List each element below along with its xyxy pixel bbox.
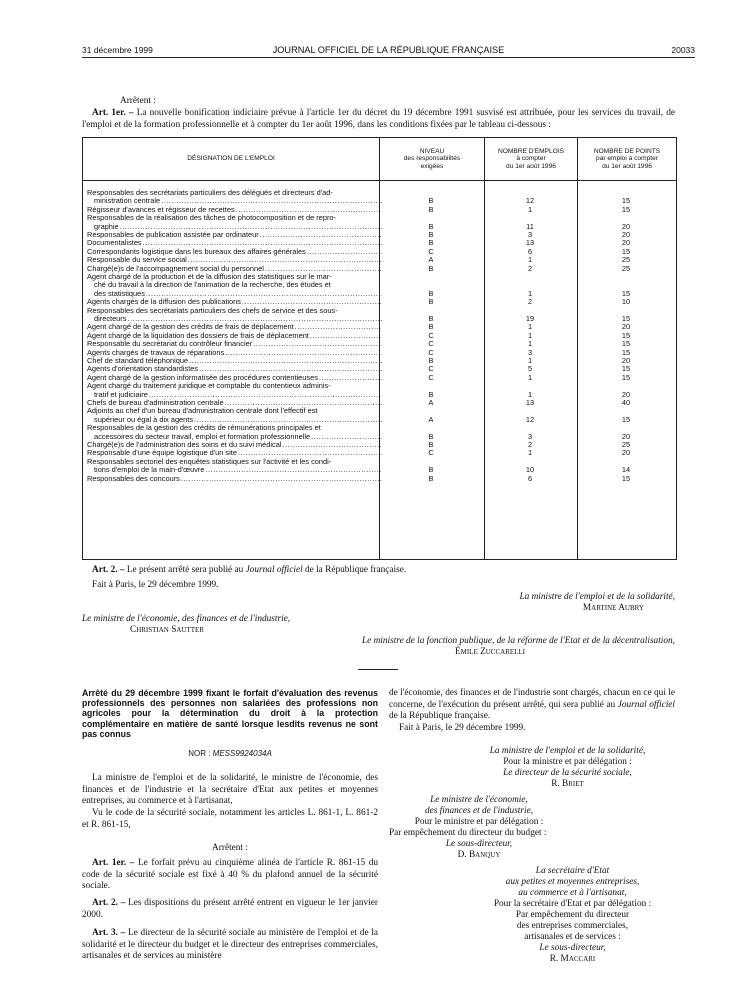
designation-text: Responsables des concours (87, 474, 180, 483)
nor-code: MESS9924034A (212, 749, 272, 758)
table-row (83, 323, 676, 331)
cell-nombre-points: 15 (621, 196, 631, 206)
vu-paragraph: Vu le code de la sécurité sociale, notamment les articles L. 861-1, L. 861-2 et R. 861-15, (82, 808, 378, 830)
header-journal-title: JOURNAL OFFICIEL DE LA RÉPUBLIQUE FRANÇAISE (272, 45, 505, 55)
table-row (83, 189, 676, 206)
cell-nombre-points: 14 (621, 465, 631, 475)
designation-line (87, 239, 382, 247)
cell-designation (87, 424, 382, 441)
designation-text: Responsable du service social (87, 256, 187, 265)
cell-nombre-points: 20 (621, 221, 631, 231)
designation-line (87, 248, 382, 256)
designation-line (87, 315, 382, 323)
leader-dots (194, 416, 382, 424)
sig-secretaire-etat-empechement-1: Par empêchement du directeur (515, 910, 630, 921)
cell-nombre-emplois: 3 (527, 230, 533, 239)
cell-nombre-points: 20 (621, 389, 631, 399)
fait-a-paris: Fait à Paris, le 29 décembre 1999. (92, 580, 219, 590)
cell-nombre-emplois: 1 (527, 330, 533, 340)
designation-line (87, 323, 382, 331)
cell-nombre-points: 40 (621, 398, 631, 407)
cell-nombre-points: 15 (621, 313, 631, 323)
cell-niveau: C (428, 448, 434, 458)
article-1-text: La nouvelle bonification indiciaire prévue à l'article 1er du décret du 19 décembre 1991 susvisé est attribuée, pour les services du travail, de l'emploi et de la formation professionnelle et à compter du 1er août 1996, dans les conditions fixées par le tableau ci-dessous : (82, 108, 675, 130)
cell-niveau: B (428, 238, 434, 248)
designation-line (87, 449, 382, 457)
cell-nombre-points: 15 (621, 288, 631, 298)
designation-text: Responsables sectoriel des enquêtes statistiques sur l'activité et les condi- (87, 457, 332, 466)
leader-dots (205, 466, 382, 474)
sig-secretaire-etat-delegation: Pour la secrétaire d'Etat et par délégation : (493, 899, 652, 910)
cell-designation (87, 239, 382, 247)
cell-nombre-points: 20 (621, 356, 631, 365)
leader-dots (295, 323, 382, 331)
table-row (83, 449, 676, 457)
cell-niveau: B (428, 389, 434, 399)
sig-ministre-emploi-title: La ministre de l'emploi et de la solidarité, (489, 746, 646, 757)
table-row (83, 206, 676, 214)
journal-officiel-italic-2: Journal officiel (617, 699, 676, 710)
designation-text: Correspondants logistique dans les bureaux des affaires générales (87, 247, 306, 256)
cell-nombre-points: 15 (621, 204, 631, 214)
leader-dots (225, 349, 382, 357)
header-designation: DÉSIGNATION DE L'EMPLOI (187, 155, 275, 163)
designation-text: accessoires du secteur travail, emploi et formation professionnelle (94, 432, 311, 441)
table-row (83, 374, 676, 382)
leader-dots (260, 231, 382, 239)
leader-dots (310, 332, 382, 340)
bonification-table (82, 137, 677, 560)
sig-ministre-economie-role: Le sous-directeur, (445, 839, 513, 850)
cell-designation (87, 256, 382, 264)
cell-niveau: B (428, 297, 434, 307)
header-niveau: NIVEAU des responsabilités exigées (403, 147, 461, 170)
leader-dots (238, 449, 382, 457)
cell-niveau: A (428, 398, 434, 407)
designation-text: Agent chargé de la liquidation des dossiers de frais de déplacement (87, 331, 309, 340)
cell-designation (87, 231, 382, 239)
designation-line (87, 206, 382, 214)
sig-secretaire-etat-title-3: au commerce et à l'artisanat, (518, 888, 627, 899)
designation-text: Responsable du secrétariat du contrôleur financier (87, 340, 253, 349)
cell-nombre-points: 25 (621, 255, 631, 265)
leader-dots (282, 441, 382, 449)
cell-nombre-points: 25 (621, 440, 631, 449)
cell-designation (87, 189, 382, 206)
table-row (83, 248, 676, 256)
nor-reference (82, 748, 378, 760)
designation-text: Agents chargés de travaux de réparations (87, 348, 225, 357)
cell-nombre-emplois: 1 (527, 255, 533, 265)
leader-dots (265, 265, 382, 273)
designation-text: Chargé(e)s de l'accompagnement social du personnel (87, 264, 264, 273)
article-2-text: Le présent arrêté sera publié au (126, 565, 244, 575)
table-row (83, 475, 676, 483)
cell-nombre-emplois: 12 (525, 414, 535, 424)
cell-niveau: B (428, 431, 434, 441)
cell-niveau: C (428, 347, 434, 357)
signature-ministre-emploi-title: La ministre de l'emploi et de la solidarité, (519, 592, 675, 602)
cell-niveau: B (428, 473, 434, 483)
designation-line (87, 290, 382, 298)
designation-text: Responsables de publication assistée par ordinateur (87, 231, 259, 239)
cell-niveau: B (428, 440, 434, 449)
cell-niveau: B (428, 322, 434, 332)
cell-nombre-points: 15 (621, 414, 631, 424)
designation-line (87, 374, 382, 382)
signature-ministre-fonction-name: Émile Zuccarelli (454, 647, 526, 657)
designation-text: Chefs de bureau d'administration centrale (87, 399, 224, 407)
designation-line (87, 223, 382, 231)
sig-ministre-economie-empechement: Par empêchement du directeur du budget : (389, 828, 547, 839)
designation-line (87, 281, 382, 289)
leader-dots (161, 197, 382, 205)
designation-text: ministration centrale (94, 197, 161, 206)
cell-nombre-emplois: 13 (525, 238, 535, 248)
article-2-paragraph (92, 565, 406, 577)
table-body (83, 181, 676, 559)
designation-text: Documentalistes (87, 239, 142, 248)
cell-niveau: C (428, 339, 434, 349)
cell-nombre-emplois: 1 (527, 448, 533, 458)
designation-line (87, 273, 382, 281)
cell-nombre-points: 15 (621, 330, 631, 340)
arrete2-article-2-text: Les dispositions du présent arrêté entrent en vigueur le 1er janvier 2000. (82, 898, 379, 920)
sig-ministre-emploi-role: Le directeur de la sécurité sociale, (503, 768, 632, 779)
leader-dots (120, 223, 382, 231)
section-separator (358, 669, 398, 670)
cell-niveau: C (428, 246, 434, 256)
cell-designation (87, 458, 382, 475)
designation-line (87, 214, 382, 222)
cell-nombre-emplois: 1 (527, 389, 533, 399)
arrete2-article-1 (82, 858, 378, 893)
cell-designation (87, 214, 382, 231)
cell-designation (87, 407, 382, 424)
cell-niveau: B (428, 196, 434, 206)
cell-nombre-emplois: 1 (527, 322, 533, 332)
table-row (83, 441, 676, 449)
cell-niveau: B (428, 356, 434, 365)
cell-nombre-points: 20 (621, 322, 631, 332)
designation-text: Régisseur d'avances et régisseur de recettes (87, 205, 235, 214)
cell-niveau: C (428, 330, 434, 340)
cell-nombre-points: 10 (621, 297, 631, 307)
leader-dots (149, 391, 382, 399)
cell-designation (87, 323, 382, 331)
cell-designation (87, 265, 382, 273)
arrete2-article-3-text-end: de la République française. (389, 711, 491, 721)
cell-designation (87, 332, 382, 340)
designation-line (87, 265, 382, 273)
cell-nombre-emplois: 2 (527, 263, 533, 273)
arrete2-article-2-label: Art. 2. – (92, 898, 126, 908)
designation-text: directeurs (94, 314, 127, 323)
sig-secretaire-etat-name: R. Maccari (549, 954, 596, 965)
cell-designation (87, 365, 382, 373)
cell-nombre-points: 15 (621, 372, 631, 382)
cell-niveau: A (428, 414, 434, 424)
designation-text: Agents chargés de la diffusion des publications (87, 298, 241, 307)
leader-dots (236, 206, 382, 214)
cell-niveau: B (428, 465, 434, 475)
sig-ministre-economie-name: D. Banquy (457, 850, 501, 861)
sig-ministre-economie-title-1: Le ministre de l'économie, (430, 795, 528, 806)
designation-line (87, 458, 382, 466)
arrete2-article-1-label: Art. 1er. – (92, 858, 135, 868)
fait-a-paris-2: Fait à Paris, le 29 décembre 1999. (399, 723, 526, 733)
designation-line (87, 231, 382, 239)
cell-niveau: B (428, 230, 434, 239)
cell-nombre-points: 15 (621, 364, 631, 374)
designation-text: Adjoints au chef d'un bureau d'administration centrale dont l'effectif est (87, 407, 318, 416)
designation-line (87, 340, 382, 348)
table-row (83, 256, 676, 264)
designation-line (87, 475, 382, 483)
cell-nombre-points: 15 (621, 473, 631, 483)
leader-dots (188, 256, 382, 264)
designation-text: Chef de standard téléphonique (87, 357, 189, 365)
designation-text: ché du travail à la direction de l'animation de la recherche, des études et (94, 281, 331, 290)
cell-designation (87, 206, 382, 214)
cell-niveau: B (428, 313, 434, 323)
header-nombre-points: NOMBRE DE POINTS par emploi à compter du 1er août 1996 (593, 147, 661, 170)
arrete2-article-3-label: Art. 3. – (92, 928, 126, 938)
table-row (83, 458, 676, 475)
leader-dots (307, 248, 382, 256)
designation-text: Responsables de la gestion des crédits de rémunérations principales et (87, 424, 321, 433)
cell-nombre-emplois: 1 (527, 339, 533, 349)
arrete2-article-1-text: Le forfait prévu au cinquième alinéa de l'article R. 861-15 du code de la sécurité sociale est fixé à 40 % du plafond annuel de la sécurité sociale. (82, 858, 378, 891)
table-row (83, 307, 676, 324)
cell-nombre-points: 20 (621, 448, 631, 458)
cell-nombre-emplois: 5 (527, 364, 533, 374)
designation-text: Responsables des secrétariats particuliers des chefs de service et des sous- (87, 306, 338, 315)
preamble-paragraph: La ministre de l'emploi et de la solidarité, le ministre de l'économie, des finances et de l'industrie et la secrétaire d'Etat aux petites et moyennes entreprises, au commerce et à l'artisanat, (82, 773, 378, 806)
arretent-heading-2: Arrêtent : (212, 843, 248, 853)
cell-nombre-points: 15 (621, 347, 631, 357)
cell-nombre-points: 20 (621, 230, 631, 239)
signature-ministre-fonction-title: Le ministre de la fonction publique, de la réforme de l'Etat et de la décentralisation, (361, 636, 675, 646)
header-date: 31 décembre 1999 (82, 45, 153, 55)
table-row (83, 340, 676, 348)
cell-niveau: B (428, 204, 434, 214)
designation-line (87, 433, 382, 441)
nor-label: NOR : (188, 749, 211, 758)
cell-designation (87, 441, 382, 449)
designation-line (87, 349, 382, 357)
cell-nombre-emplois: 6 (527, 473, 533, 483)
cell-nombre-emplois: 2 (527, 297, 533, 307)
leader-dots (253, 340, 382, 348)
cell-niveau: B (428, 263, 434, 273)
designation-text: Agent chargé de la production et de la diffusion des statistiques sur le mar- (87, 273, 332, 281)
leader-dots (319, 374, 382, 382)
designation-line (87, 424, 382, 432)
cell-nombre-points: 15 (621, 246, 631, 256)
leader-dots (242, 298, 382, 306)
signature-ministre-economie-title: Le ministre de l'économie, des finances et de l'industrie, (82, 614, 291, 624)
table-row (83, 298, 676, 306)
designation-line (87, 357, 382, 365)
sig-ministre-economie-delegation: Pour le ministre et par délégation : (414, 817, 544, 828)
designation-text: Responsables des secrétariats particuliers des délégués et directeurs d'ad- (87, 189, 333, 197)
cell-nombre-emplois: 2 (527, 440, 533, 449)
table-row (83, 407, 676, 424)
designation-line (87, 189, 382, 197)
leader-dots (199, 365, 382, 373)
cell-niveau: B (428, 221, 434, 231)
leader-dots (181, 475, 382, 483)
table-row (83, 239, 676, 247)
designation-line (87, 332, 382, 340)
leader-dots (189, 357, 382, 365)
designation-text: graphie (94, 222, 119, 231)
journal-officiel-italic: Journal officiel (245, 565, 303, 575)
arrete2-article-3-continued (389, 688, 675, 723)
sig-secretaire-etat-empechement-2: des entreprises commerciales, (516, 921, 629, 932)
designation-text: Responsables de la réalisation des tâches de photocomposition et de repro- (87, 214, 336, 223)
cell-nombre-points: 20 (621, 238, 631, 248)
designation-text: Agent chargé de la gestion des crédits de frais de déplacement (87, 323, 294, 332)
header-page-number: 20033 (671, 45, 695, 55)
cell-nombre-emplois: 1 (527, 356, 533, 365)
sig-secretaire-etat-role: Le sous-directeur, (539, 943, 606, 954)
cell-nombre-emplois: 19 (525, 313, 535, 323)
sig-secretaire-etat-title-1: La secrétaire d'Etat (535, 866, 610, 877)
sig-ministre-emploi-name: R. Briet (551, 779, 584, 790)
leader-dots (146, 290, 382, 298)
arrete2-article-3-text-cont: de l'économie, des finances et de l'industrie sont chargés, chacun en ce qui le concerne, de l'exécution du présent arrêté, qui sera publié au (389, 688, 675, 710)
arrete2-article-3 (82, 928, 378, 963)
signature-ministre-economie-name: Christian Sautter (130, 625, 204, 635)
cell-nombre-points: 15 (621, 339, 631, 349)
designation-line (87, 298, 382, 306)
designation-line (87, 256, 382, 264)
arrete-title: Arrêté du 29 décembre 1999 fixant le forfait d'évaluation des revenus professionnels des personnes non salariées des professions non agricoles pour la détermination du droit à la protection complémentaire en matière de santé lorsque lesdits revenus ne sont pas connus (82, 688, 378, 739)
cell-niveau: B (428, 288, 434, 298)
article-1-paragraph (82, 108, 675, 131)
cell-designation (87, 382, 382, 399)
cell-nombre-emplois: 13 (525, 398, 535, 407)
designation-text: supérieur ou égal à dix agents (94, 415, 194, 424)
table-row (83, 265, 676, 273)
cell-nombre-emplois: 12 (525, 196, 535, 206)
cell-nombre-emplois: 6 (527, 246, 533, 256)
cell-niveau: A (428, 255, 434, 265)
cell-designation (87, 374, 382, 382)
leader-dots (127, 315, 382, 323)
table-row (83, 214, 676, 231)
arrete2-article-2 (82, 898, 378, 921)
table-row (83, 273, 676, 298)
designation-text: tratif et judiciaire (94, 390, 148, 399)
cell-designation (87, 449, 382, 457)
designation-line (87, 416, 382, 424)
designation-text: des statistiques (94, 289, 145, 298)
cell-nombre-emplois: 1 (527, 288, 533, 298)
article-2-text-end: de la République française. (305, 565, 407, 575)
cell-nombre-emplois: 11 (526, 221, 534, 231)
designation-line (87, 399, 382, 407)
designation-line (87, 197, 382, 205)
cell-niveau: C (428, 364, 434, 374)
designation-line (87, 407, 382, 415)
table-row (83, 332, 676, 340)
designation-text: Chargé(e)s de l'administration des soins et du suivi médical (87, 441, 282, 449)
table-row (83, 349, 676, 357)
table-row (83, 399, 676, 407)
arretent-heading: Arrêtent : (120, 96, 156, 106)
article-2-label: Art. 2. – (92, 565, 125, 575)
leader-dots (311, 433, 382, 441)
designation-text: Agent chargé du traitement juridique et comptable du contentieux adminis- (87, 382, 331, 391)
designation-line (87, 307, 382, 315)
table-row (83, 365, 676, 373)
table-row (83, 424, 676, 441)
leader-dots (225, 399, 382, 407)
cell-nombre-emplois: 3 (527, 347, 533, 357)
cell-designation (87, 475, 382, 483)
article-1-label: Art. 1er. – (92, 108, 134, 118)
sig-ministre-emploi-delegation: Pour la ministre et par délégation : (503, 757, 632, 768)
designation-text: Responsable d'une équipe logistique d'un site (87, 449, 237, 458)
cell-nombre-emplois: 3 (527, 431, 533, 441)
table-row (83, 231, 676, 239)
designation-line (87, 391, 382, 399)
cell-designation (87, 399, 382, 407)
sig-secretaire-etat-empechement-3: artisanales et de services : (524, 932, 621, 943)
cell-designation (87, 349, 382, 357)
designation-text: tions d'emploi de la main-d'œuvre (94, 466, 205, 475)
designation-line (87, 466, 382, 474)
table-row (83, 357, 676, 365)
cell-designation (87, 357, 382, 365)
cell-nombre-points: 20 (621, 431, 631, 441)
cell-nombre-points: 25 (621, 263, 631, 273)
sig-ministre-economie-title-2: des finances et de l'industrie, (424, 806, 534, 817)
cell-niveau: C (428, 372, 434, 382)
cell-designation (87, 298, 382, 306)
arrete2-article-3-text: Le directeur de la sécurité sociale au ministère de l'emploi et de la solidarité et le directeur du budget et le directeur des entreprises commerciales, artisanales et de services au ministère (82, 928, 379, 961)
cell-designation (87, 340, 382, 348)
leader-dots (143, 239, 382, 247)
running-header (82, 43, 695, 58)
signature-ministre-emploi-name: Martine Aubry (582, 603, 644, 613)
cell-designation (87, 248, 382, 256)
cell-nombre-emplois: 1 (527, 372, 533, 382)
header-nombre-emplois: NOMBRE D'EMPLOIS à compter du 1er août 1996 (497, 147, 565, 170)
designation-text: Agent chargé de la gestion informatisée des procédures contentieuses (87, 373, 318, 382)
designation-line (87, 365, 382, 373)
cell-nombre-emplois: 10 (525, 465, 535, 475)
designation-line (87, 382, 382, 390)
designation-text: Agents d'orientation standardistes (87, 365, 199, 374)
cell-designation (87, 307, 382, 324)
cell-nombre-emplois: 1 (527, 204, 533, 214)
table-row (83, 382, 676, 399)
cell-designation (87, 273, 382, 298)
designation-line (87, 441, 382, 449)
sig-secretaire-etat-title-2: aux petites et moyennes entreprises, (505, 877, 640, 888)
